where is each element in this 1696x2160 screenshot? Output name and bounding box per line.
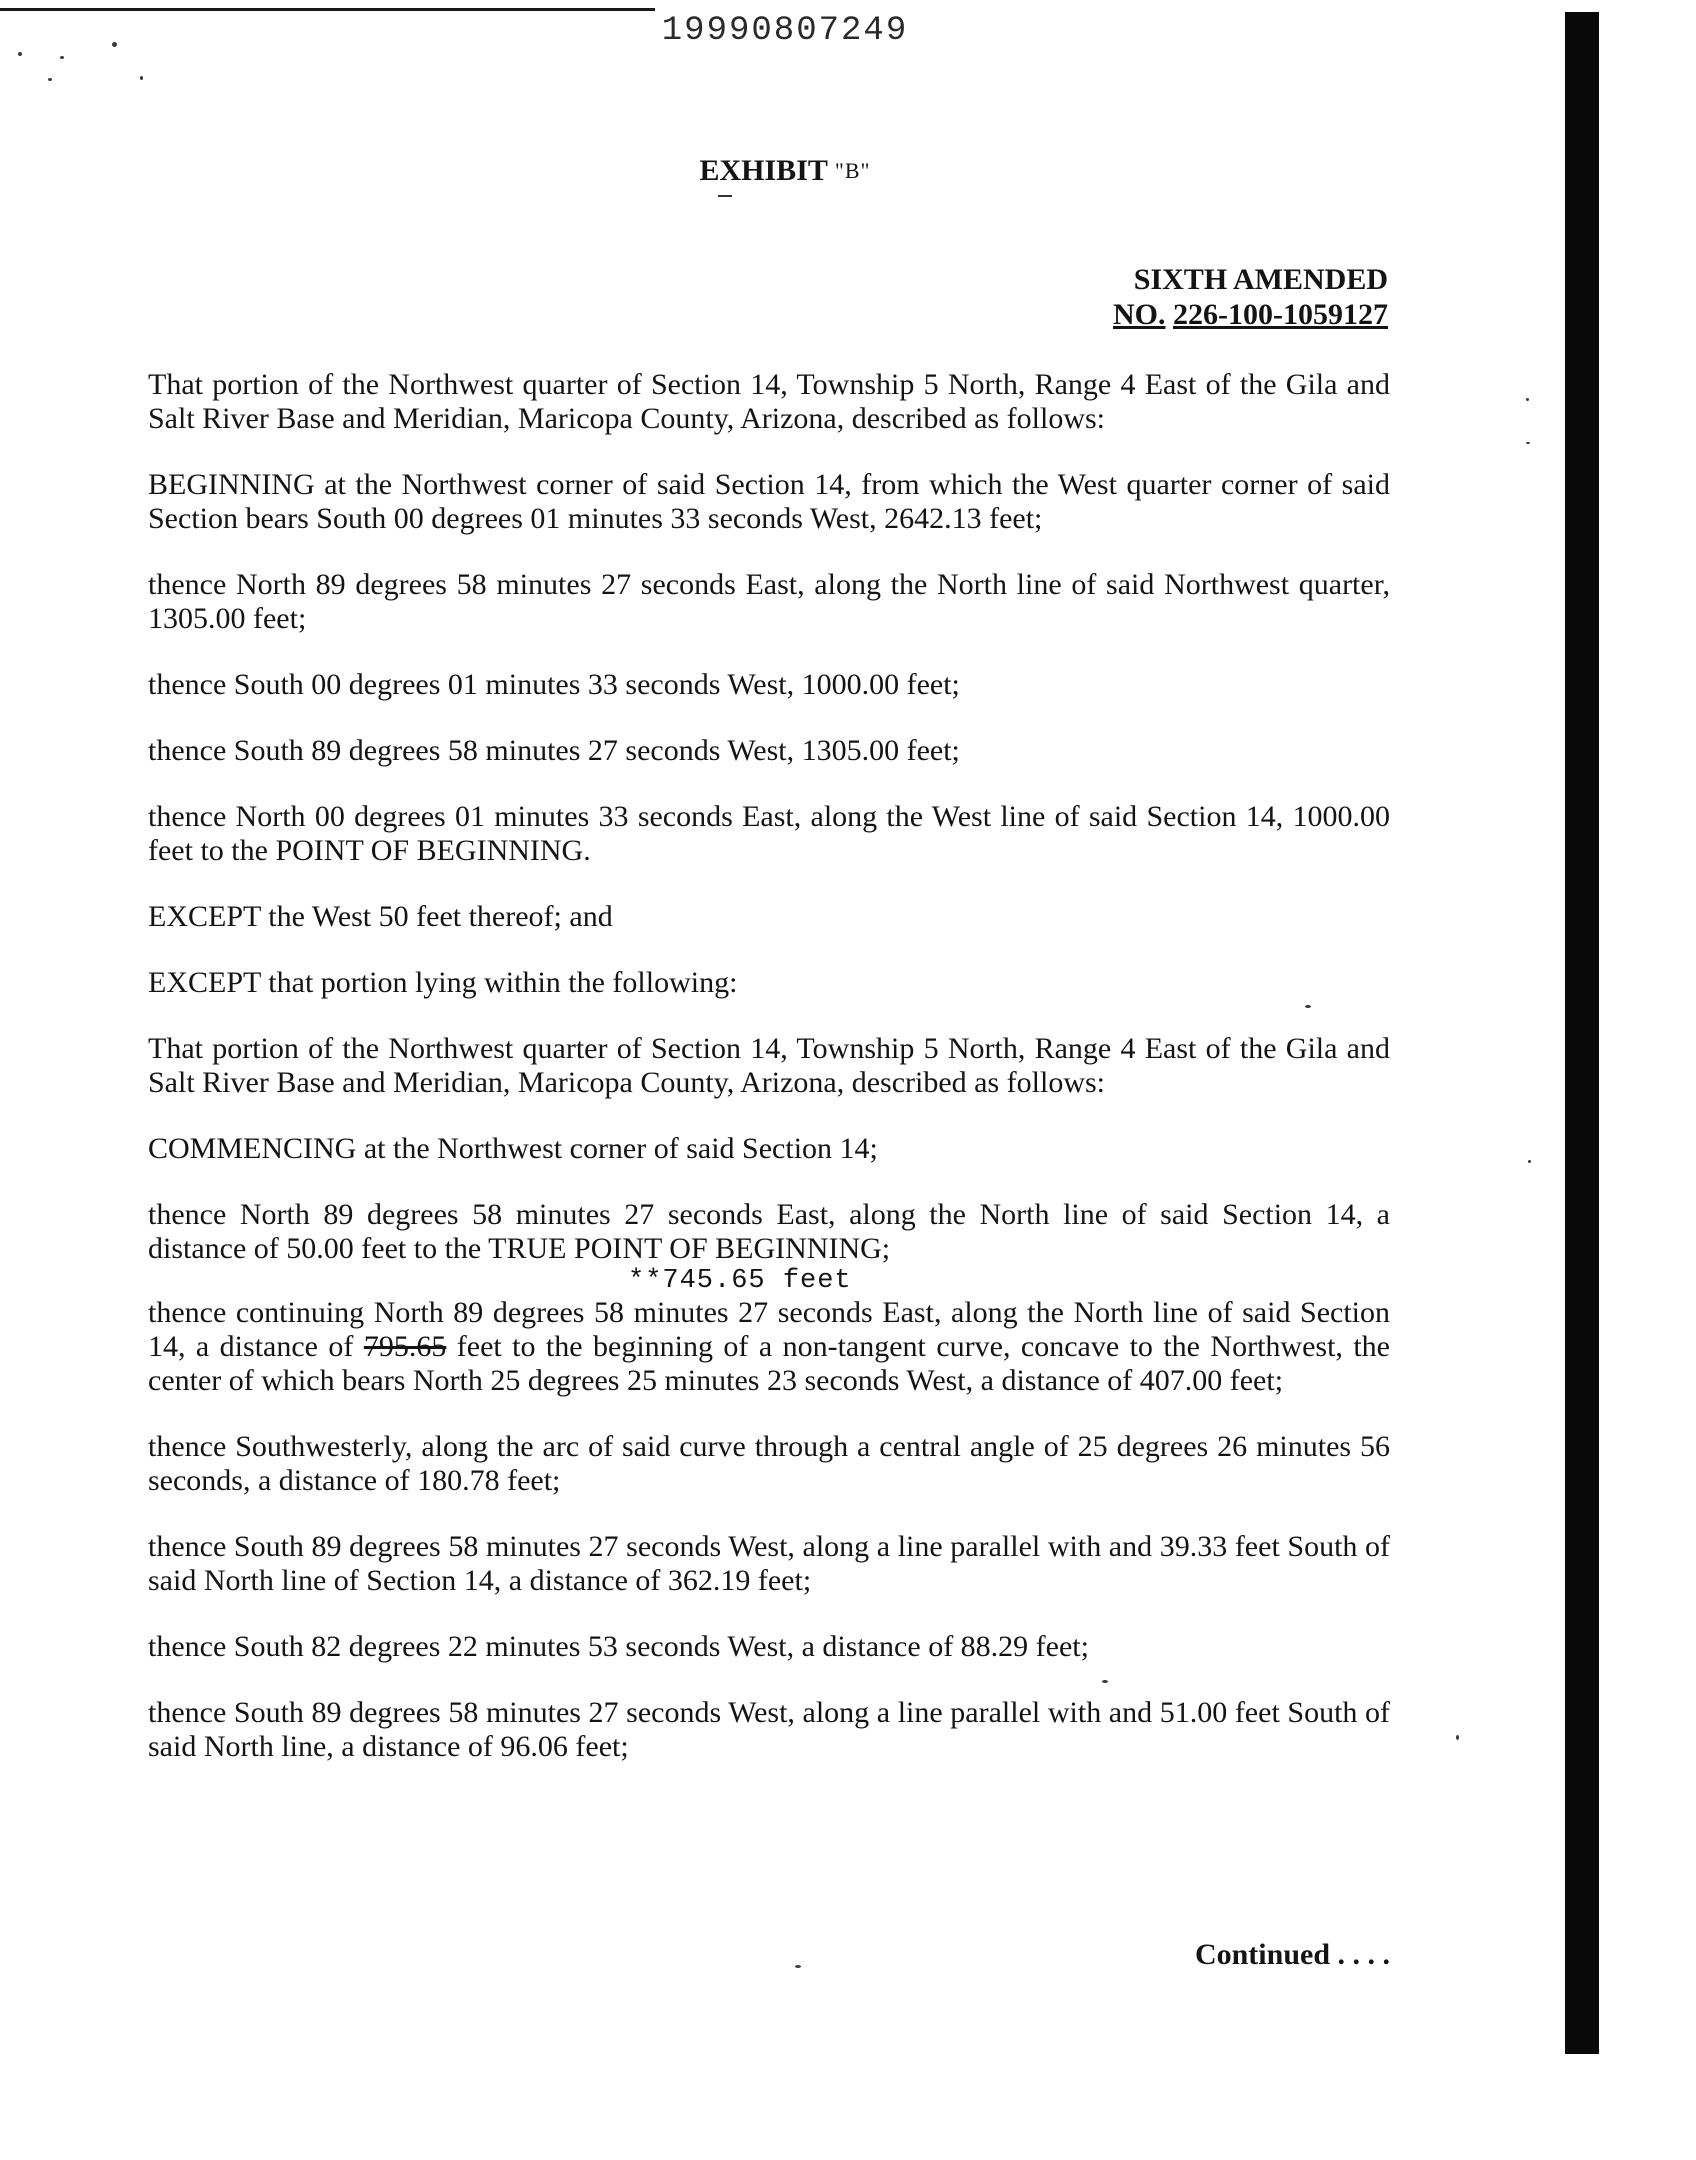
paragraph-continuing-curve xyxy=(148,1296,1390,1398)
scan-edge-bar xyxy=(1565,12,1599,2054)
continuing-text-after: feet to the beginning of a non-tangent curve, concave to the Northwest, the center of which bears North 25 degrees 25 minutes 23 seconds West, a distance of 407.00 feet; xyxy=(148,1330,1390,1397)
exhibit-label: EXHIBIT xyxy=(699,154,828,187)
scan-speck xyxy=(18,52,22,56)
paragraph-true-point: thence North 89 degrees 58 minutes 27 seconds East, along the North line of said Section 14, a distance of 50.00 feet to the TRUE POINT OF BEGINNING; xyxy=(148,1198,1390,1265)
paragraph-except-west: EXCEPT the West 50 feet thereof; and xyxy=(148,900,613,933)
scan-speck xyxy=(60,56,64,59)
paragraph-course-north-east: thence North 89 degrees 58 minutes 27 seconds East, along the North line of said Northwest quarter, 1305.00 feet; xyxy=(148,568,1390,635)
reference-number-value: 226-100-1059127 xyxy=(1173,298,1388,331)
scan-speck xyxy=(1528,1160,1531,1163)
paragraph-parallel-51: thence South 89 degrees 58 minutes 27 seconds West, along a line parallel with and 51.00 feet South of said North line, a distance of 96.06 feet; xyxy=(148,1696,1390,1763)
top-rule xyxy=(0,8,655,11)
legal-description xyxy=(148,368,1390,1796)
scan-speck xyxy=(1456,1735,1459,1740)
paragraph-except-portion: EXCEPT that portion lying within the following: xyxy=(148,966,738,999)
paragraph-course-north-close: thence North 00 degrees 01 minutes 33 seconds East, along the West line of said Section 14, 1000.00 feet to the POINT OF BEGINNING. xyxy=(148,800,1390,867)
paragraph-parcel-description: That portion of the Northwest quarter of Section 14, Township 5 North, Range 4 East of the Gila and Salt River Base and Meridian, Maricopa County, Arizona, described as follows: xyxy=(148,368,1390,435)
reference-block xyxy=(1113,262,1388,332)
handwritten-correction: **745.65 feet xyxy=(628,1266,852,1296)
scan-speck xyxy=(795,1965,801,1968)
scan-speck xyxy=(48,78,52,81)
paragraph-exception-description: That portion of the Northwest quarter of Section 14, Township 5 North, Range 4 East of the Gila and Salt River Base and Meridian, Maricopa County, Arizona, described as follows: xyxy=(148,1032,1390,1099)
continuing-text-before: thence continuing North 89 degrees 58 minutes 27 seconds East, along the North line of said Section 14, a distance of xyxy=(148,1296,1390,1363)
paragraph-south-82: thence South 82 degrees 22 minutes 53 seconds West, a distance of 88.29 feet; xyxy=(148,1630,1089,1663)
paragraph-course-south: thence South 00 degrees 01 minutes 33 seconds West, 1000.00 feet; xyxy=(148,668,960,701)
reference-number xyxy=(1113,297,1388,332)
title-underline-mark xyxy=(718,195,732,197)
amendment-label: SIXTH AMENDED xyxy=(1133,263,1388,296)
document-number: 19990807249 xyxy=(661,12,909,50)
continued-label: Continued . . . . xyxy=(1194,1938,1390,1971)
paragraph-course-south-west: thence South 89 degrees 58 minutes 27 seconds West, 1305.00 feet; xyxy=(148,734,960,767)
scan-speck xyxy=(140,76,143,80)
exhibit-letter: "B" xyxy=(834,158,871,183)
scan-speck xyxy=(1526,398,1529,401)
paragraph-beginning: BEGINNING at the Northwest corner of said Section 14, from which the West quarter corner of said Section bears South 00 degrees 01 minutes 33 seconds West, 2642.13 feet; xyxy=(148,468,1390,535)
exhibit-title xyxy=(0,154,1570,188)
reference-number-label: NO. xyxy=(1113,298,1166,331)
struck-distance: 795.65 xyxy=(363,1330,447,1363)
paragraph-arc: thence Southwesterly, along the arc of said curve through a central angle of 25 degrees 26 minutes 56 seconds, a distance of 180.78 feet; xyxy=(148,1430,1390,1497)
paragraph-parallel-39: thence South 89 degrees 58 minutes 27 seconds West, along a line parallel with and 39.33 feet South of said North line of Section 14, a distance of 362.19 feet; xyxy=(148,1530,1390,1597)
scan-speck xyxy=(1526,442,1530,444)
paragraph-commencing: COMMENCING at the Northwest corner of said Section 14; xyxy=(148,1132,878,1165)
